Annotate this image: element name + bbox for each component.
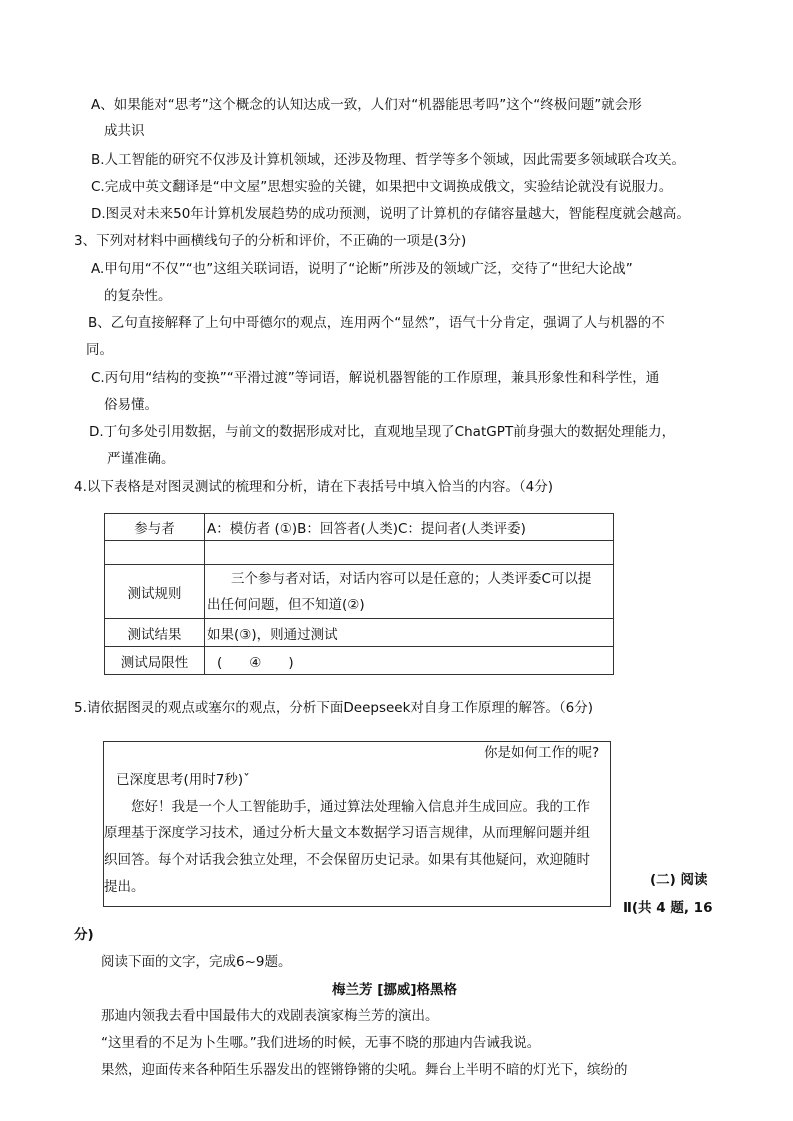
article-paragraph-2: “这里看的不足为卜生哪。”我们进场的时候，无事不晓的那迪内告诫我说。 <box>101 1035 541 1051</box>
q3-option-a-line1: A.甲句用“不仅”“也”这组关联词语，说明了“论断”所涉及的领域广泛，交待了“世纪大论战” <box>91 261 633 277</box>
result-label: 测试结果 <box>105 619 205 647</box>
q4-stem: 4.以下表格是对图灵测试的梳理和分析，请在下表括号中填入恰当的内容。（4分) <box>74 479 553 495</box>
q3-option-c-line1: C.丙句用“结构的变换”“平滑过渡”等词语，解说机器智能的工作原理，兼具形象性和科学性，通 <box>91 370 660 386</box>
rules-value <box>205 565 614 619</box>
article-paragraph-1: 那迪内领我去看中国最伟大的戏剧表演家梅兰芳的演出。 <box>101 1008 439 1024</box>
rules-line2: 出任何问题，但不知道(②) <box>207 596 365 613</box>
table-row <box>105 619 614 647</box>
participants-label: 参与者 <box>105 514 205 541</box>
chat-answer-line3: 织回答。每个对话我会独立处理，不会保留历史记录。如果有其他疑问，欢迎随时 <box>104 852 590 868</box>
chat-question: 你是如何工作的呢? <box>484 745 600 761</box>
limitation-label: 测试局限性 <box>105 647 205 675</box>
q3-option-b-line2: 同。 <box>86 342 113 358</box>
q5-stem: 5.请依据图灵的观点或塞尔的观点，分析下面Deepseek对自身工作原理的解答。（6分) <box>74 700 594 716</box>
q3-stem: 3、下列对材料中画横线句子的分析和评价，不正确的一项是(3分) <box>74 233 467 249</box>
article-paragraph-3: 果然，迎面传来各种陌生乐器发出的铿锵铮锵的尖吼。舞台上半明不暗的灯光下，缤纷的 <box>101 1062 628 1078</box>
chat-answer-line1: 您好！我是一个人工智能助手，通过算法处理输入信息并生成回应。我的工作 <box>131 799 590 815</box>
q3-option-c-line2: 俗易懂。 <box>104 397 158 413</box>
result-value: 如果(③)，则通过测试 <box>205 619 614 647</box>
deepseek-chat-box <box>103 741 611 907</box>
turing-test-table <box>104 513 614 675</box>
article-title: 梅兰芳 [挪威]格黑格 <box>332 982 458 998</box>
q3-option-a-line2: 的复杂性。 <box>104 288 172 304</box>
empty-cell <box>205 541 614 565</box>
table-row <box>105 541 614 565</box>
q2-option-a-line2: 成共识 <box>104 123 145 139</box>
chat-thinking-status: 已深度思考(用时7秒)ˇ <box>116 772 250 788</box>
chat-answer-line2: 原理基于深度学习技术，通过分析大量文本数据学习语言规律，从而理解问题并组 <box>104 825 590 841</box>
q3-option-b-line1: B、乙句直接解释了上句中哥德尔的观点，连用两个“显然”，语气十分肯定，强调了人与机器的不 <box>88 315 665 331</box>
q2-option-d: D.图灵对未来50年计算机发展趋势的成功预测，说明了计算机的存储容量越大，智能程度就会越高。 <box>91 206 690 222</box>
section2-title-part3: 分) <box>74 927 94 943</box>
section2-title-part1: (二) 阅读 <box>650 872 708 888</box>
table-row <box>105 514 614 541</box>
table-row <box>105 647 614 675</box>
q3-option-d-line2: 严谨准确。 <box>107 451 175 467</box>
table-row <box>105 565 614 619</box>
rules-line1: 三个参与者对话，对话内容可以是任意的；人类评委C可以提 <box>231 570 592 587</box>
section2-title-part2: Ⅱ(共 4 题, 16 <box>623 900 713 916</box>
q2-option-b: B.人工智能的研究不仅涉及计算机领域，还涉及物理、哲学等多个领域，因此需要多领域联合攻关。 <box>91 152 686 168</box>
participants-value: A：模仿者 (①)B：回答者(人类)C：提问者(人类评委) <box>205 514 614 541</box>
limitation-value: ( ④ ) <box>205 647 614 675</box>
q3-option-d-line1: D.丁句多处引用数据，与前文的数据形成对比，直观地呈现了ChatGPT前身强大的数据处理能力， <box>89 424 676 440</box>
q2-option-c: C.完成中英文翻译是“中文屋”思想实验的关键，如果把中文调换成俄文，实验结论就没有说服力。 <box>91 179 673 195</box>
rules-label: 测试规则 <box>105 565 205 619</box>
empty-cell <box>105 541 205 565</box>
q2-option-a-line1: A、如果能对“思考”这个概念的认知达成一致，人们对“机器能思考吗”这个“终极问题”就会形 <box>91 97 642 113</box>
chat-answer-line4: 提出。 <box>104 879 145 895</box>
section2-instruction: 阅读下面的文字，完成6~9题。 <box>101 954 292 970</box>
